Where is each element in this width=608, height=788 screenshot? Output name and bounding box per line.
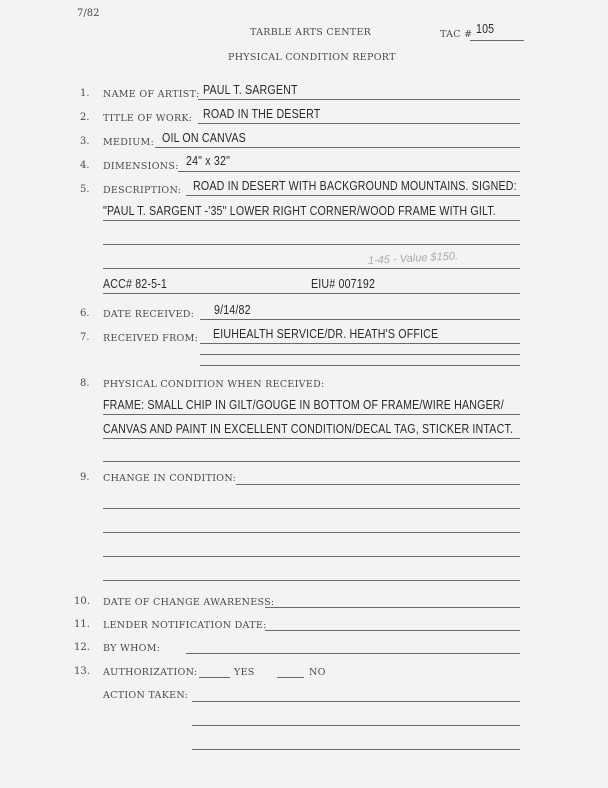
change-rule-2 (103, 508, 520, 509)
received-from-label: RECEIVED FROM: (103, 333, 199, 344)
item-number: 3. (80, 136, 90, 147)
physical-condition-line-1: FRAME: SMALL CHIP IN GILT/GOUGE IN BOTTOM OF FRAME/WIRE HANGER/ (103, 397, 504, 412)
tac-label: TAC # (440, 29, 473, 40)
received-from-line-1 (200, 343, 520, 344)
action-taken-rule-2 (192, 725, 520, 726)
acc-rule (103, 293, 520, 294)
description-rule-4 (103, 268, 520, 269)
received-from-line-2 (200, 354, 520, 355)
item-number: 2. (80, 112, 90, 123)
description-label: DESCRIPTION: (103, 185, 182, 196)
description-rule-3 (103, 244, 520, 245)
change-rule-1 (236, 484, 520, 485)
title-value: ROAD IN THE DESERT (203, 106, 321, 121)
change-rule-5 (103, 580, 520, 581)
tac-underline (470, 40, 524, 41)
item-number: 12. (74, 642, 90, 653)
physical-condition-rule-3 (103, 461, 520, 462)
form-date-code: 7/82 (77, 8, 100, 19)
change-awareness-label: DATE OF CHANGE AWARENESS: (103, 597, 275, 608)
change-rule-4 (103, 556, 520, 557)
description-line-2: "PAUL T. SARGENT -'35" LOWER RIGHT CORNER/WOOD FRAME WITH GILT. (103, 203, 496, 218)
description-rule-1 (186, 195, 520, 196)
report-title: PHYSICAL CONDITION REPORT (228, 52, 396, 63)
eiu-number: EIU# 007192 (311, 276, 376, 291)
description-line-1: ROAD IN DESERT WITH BACKGROUND MOUNTAINS. SIGNED: (193, 178, 517, 193)
medium-value: OIL ON CANVAS (162, 130, 246, 145)
artist-label: NAME OF ARTIST: (103, 89, 200, 100)
item-number: 8. (80, 378, 90, 389)
title-line (198, 123, 520, 124)
medium-line (155, 147, 520, 148)
artist-line (198, 99, 520, 100)
dimensions-label: DIMENSIONS: (103, 161, 179, 172)
title-label: TITLE OF WORK: (103, 113, 193, 124)
description-rule-2 (103, 220, 520, 221)
date-received-label: DATE RECEIVED: (103, 309, 195, 320)
authorization-no-label: NO (309, 667, 326, 678)
value-note: 1-45 - Value $150. (367, 250, 459, 267)
action-taken-label: ACTION TAKEN: (103, 690, 189, 701)
physical-condition-line-2: CANVAS AND PAINT IN EXCELLENT CONDITION/DECAL TAG, STICKER INTACT. (103, 421, 514, 436)
date-received-value: 9/14/82 (214, 302, 251, 317)
item-number: 6. (80, 308, 90, 319)
action-taken-rule-1 (192, 701, 520, 702)
item-number: 7. (80, 332, 90, 343)
dimensions-line (178, 171, 520, 172)
medium-label: MEDIUM: (103, 137, 155, 148)
authorization-label: AUTHORIZATION: (103, 667, 198, 678)
authorization-no-blank (277, 677, 304, 678)
item-number: 5. (80, 184, 90, 195)
item-number: 4. (80, 160, 90, 171)
tac-number: 105 (476, 21, 495, 36)
date-received-line (200, 319, 520, 320)
received-from-value: EIUHEALTH SERVICE/DR. HEATH'S OFFICE (213, 326, 439, 341)
artist-value: PAUL T. SARGENT (203, 82, 298, 97)
physical-condition-label: PHYSICAL CONDITION WHEN RECEIVED: (103, 379, 325, 390)
by-whom-label: BY WHOM: (103, 643, 161, 654)
physical-condition-rule-1 (103, 414, 520, 415)
received-from-line-3 (200, 365, 520, 366)
physical-condition-rule-2 (103, 438, 520, 439)
organization-name: TARBLE ARTS CENTER (250, 27, 372, 38)
action-taken-rule-3 (192, 749, 520, 750)
dimensions-value: 24" x 32" (186, 153, 231, 168)
item-number: 13. (74, 666, 90, 677)
lender-notification-label: LENDER NOTIFICATION DATE: (103, 620, 267, 631)
accession-number: ACC# 82-5-1 (103, 276, 168, 291)
change-rule-3 (103, 532, 520, 533)
change-awareness-line (265, 607, 520, 608)
item-number: 11. (74, 619, 90, 630)
change-in-condition-label: CHANGE IN CONDITION: (103, 473, 237, 484)
item-number: 9. (80, 472, 90, 483)
item-number: 1. (80, 88, 90, 99)
by-whom-line (186, 653, 520, 654)
lender-notification-line (265, 630, 520, 631)
item-number: 10. (74, 596, 90, 607)
authorization-yes-label: YES (234, 667, 255, 678)
authorization-yes-blank (199, 677, 230, 678)
